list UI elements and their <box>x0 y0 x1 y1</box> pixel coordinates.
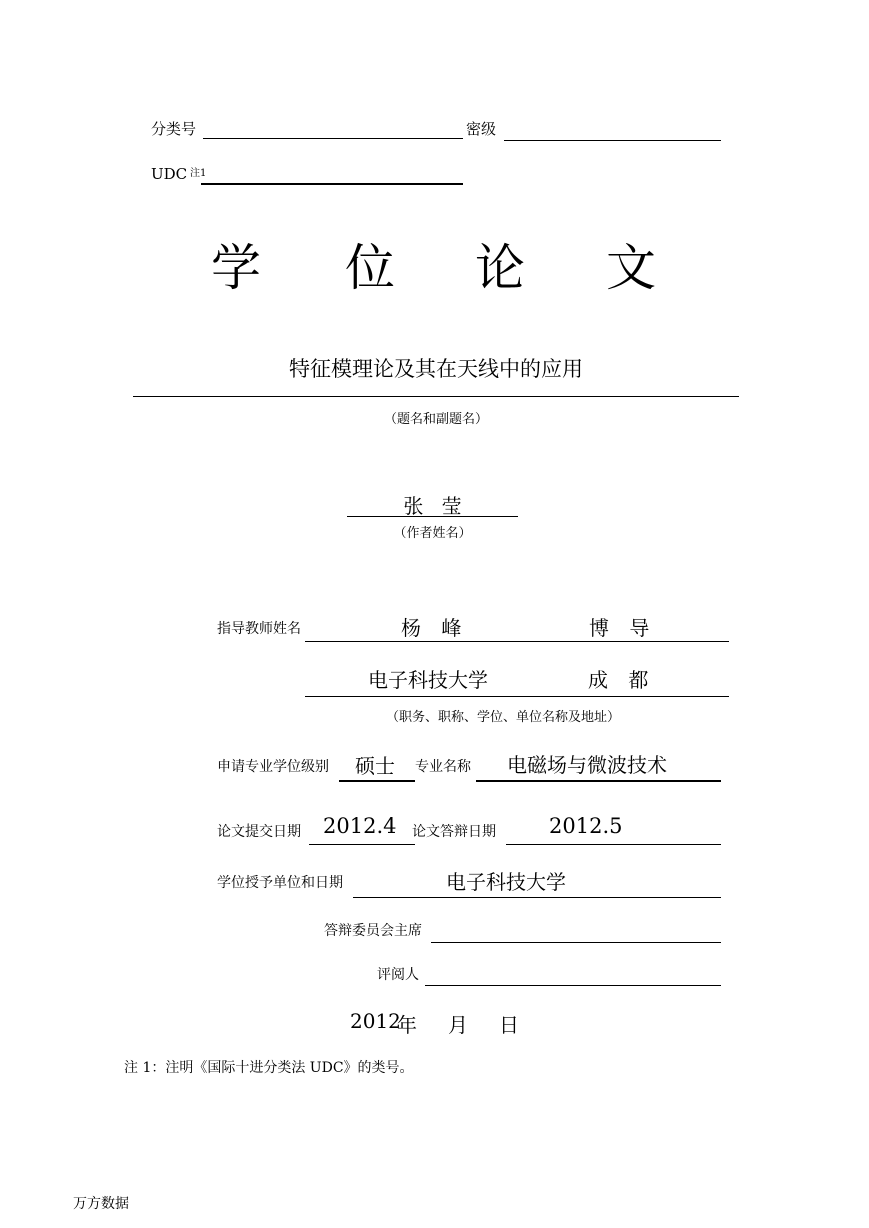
date-day-char: 日 <box>499 1013 519 1037</box>
committee-chair-label: 答辩委员会主席 <box>324 923 422 939</box>
supervisor-unit-underline <box>305 696 729 697</box>
author-hint: （作者姓名） <box>393 526 472 541</box>
udc-label: UDC <box>151 165 188 183</box>
reviewer-label: 评阅人 <box>377 967 419 983</box>
defense-date-label: 论文答辩日期 <box>412 824 496 840</box>
date-year: 2012 <box>350 1009 401 1033</box>
supervisor-title: 博 导 <box>589 616 650 640</box>
submit-date-value: 2012.4 <box>323 814 397 838</box>
submit-date-label: 论文提交日期 <box>217 824 301 840</box>
supervisor-label: 指导教师姓名 <box>217 621 301 637</box>
supervisor-name: 杨 峰 <box>401 616 462 640</box>
thesis-title-hint: （题名和副题名） <box>383 412 488 427</box>
grant-label: 学位授予单位和日期 <box>217 875 343 891</box>
grant-value: 电子科技大学 <box>446 870 566 894</box>
author-name: 张 莹 <box>403 494 462 518</box>
degree-level-underline <box>339 780 415 782</box>
reviewer-underline <box>425 985 721 986</box>
classification-underline <box>203 138 463 139</box>
supervisor-city: 成 都 <box>588 668 649 692</box>
date-month-char: 月 <box>448 1013 468 1037</box>
big-title-char-4: 文 <box>606 239 656 297</box>
big-title-char-2: 位 <box>345 239 395 297</box>
major-underline <box>476 780 721 782</box>
big-title-char-1: 学 <box>211 239 261 297</box>
major-label: 专业名称 <box>415 759 471 775</box>
udc-note-mark: 注1 <box>190 168 207 179</box>
footnote: 注 1：注明《国际十进分类法 UDC》的类号。 <box>124 1060 414 1076</box>
secret-level-label: 密级 <box>466 120 497 138</box>
thesis-title-underline <box>133 396 739 397</box>
date-year-char: 年 <box>397 1013 417 1037</box>
watermark: 万方数据 <box>73 1196 129 1212</box>
degree-level-label: 申请专业学位级别 <box>217 759 329 775</box>
degree-level-value: 硕士 <box>355 754 395 778</box>
supervisor-underline <box>305 641 729 642</box>
big-title-char-3: 论 <box>475 239 525 297</box>
submit-date-underline <box>309 844 415 845</box>
supervisor-hint: （职务、职称、学位、单位名称及地址） <box>386 710 621 725</box>
grant-underline <box>353 897 721 898</box>
classification-label: 分类号 <box>151 120 197 138</box>
committee-chair-underline <box>431 942 721 943</box>
udc-underline <box>201 183 463 185</box>
defense-date-value: 2012.5 <box>549 814 623 838</box>
supervisor-unit: 电子科技大学 <box>368 668 488 692</box>
secret-level-underline <box>504 140 721 141</box>
author-underline <box>347 516 518 517</box>
thesis-title: 特征模理论及其在天线中的应用 <box>289 357 583 381</box>
defense-date-underline <box>506 844 721 845</box>
major-value: 电磁场与微波技术 <box>507 753 667 777</box>
